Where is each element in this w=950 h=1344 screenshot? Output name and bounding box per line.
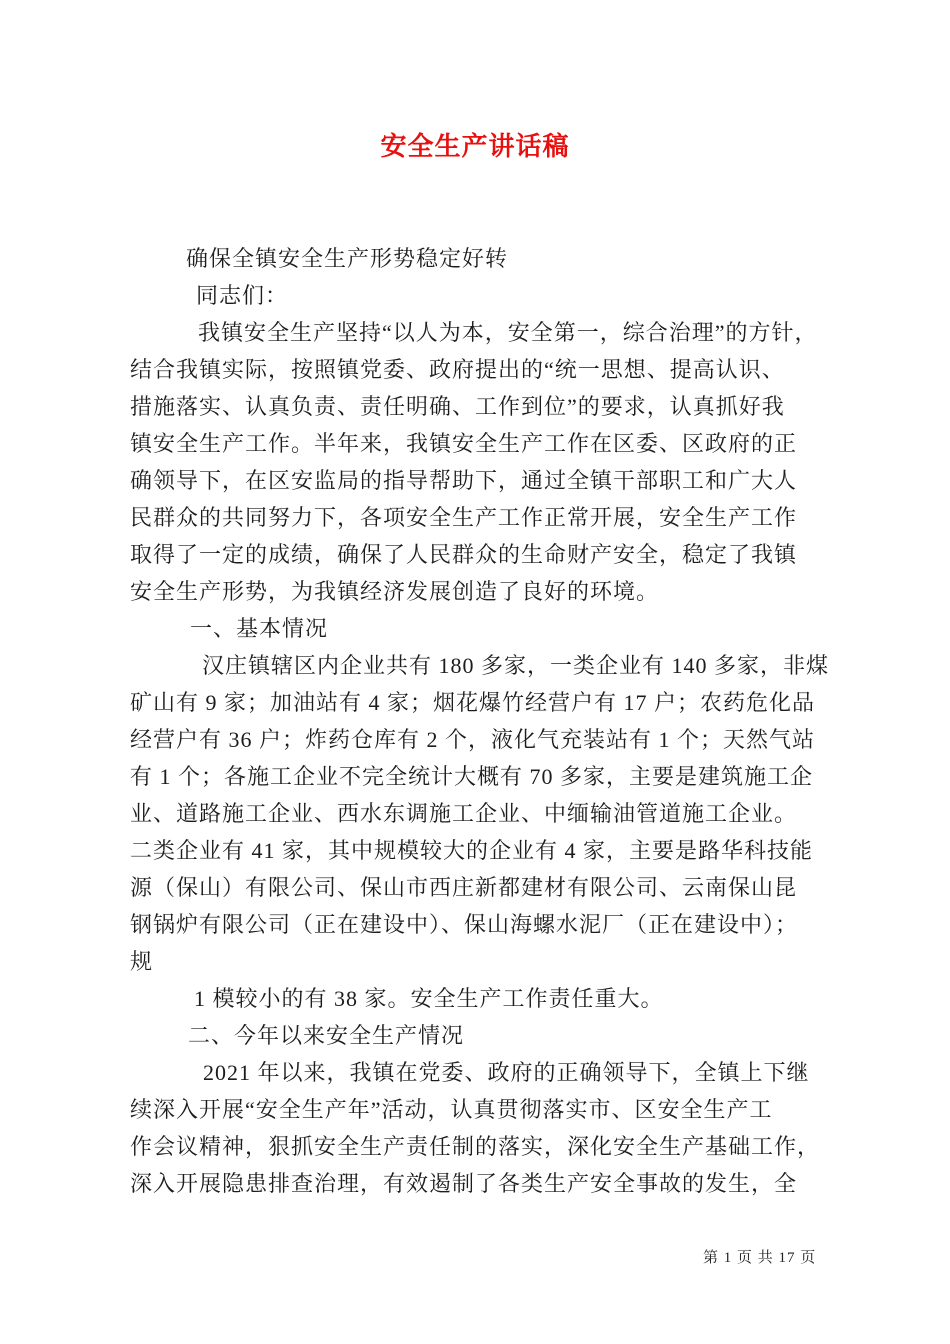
text-line: 我镇安全生产坚持“以人为本，安全第一，综合治理”的方针，: [198, 320, 818, 345]
text-line: 业、道路施工企业、西水东调施工企业、中缅输油管道施工企业。: [130, 801, 798, 826]
text-line: 源（保山）有限公司、保山市西庄新都建材有限公司、云南保山昆: [130, 875, 798, 900]
text-line: 镇安全生产工作。半年来，我镇安全生产工作在区委、区政府的正: [130, 431, 798, 456]
text-line: 有 1 个；各施工企业不完全统计大概有 70 多家，主要是建筑施工企: [130, 764, 814, 789]
text-line: 结合我镇实际，按照镇党委、政府提出的“统一思想、提高认识、: [130, 357, 785, 382]
text-line: 二类企业有 41 家，其中规模较大的企业有 4 家，主要是路华科技能: [130, 838, 814, 863]
text-line: 取得了一定的成绩，确保了人民群众的生命财产安全，稳定了我镇: [130, 542, 798, 567]
text-line: 二、今年以来安全生产情况: [188, 1023, 465, 1048]
text-line: 钢锅炉有限公司（正在建设中）、保山海螺水泥厂（正在建设中）；: [130, 912, 799, 937]
text-line: 续深入开展“安全生产年”活动，认真贯彻落实市、区安全生产工: [130, 1097, 773, 1122]
text-line: 矿山有 9 家；加油站有 4 家；烟花爆竹经营户有 17 户；农药危化品: [130, 690, 816, 715]
document-body: [130, 240, 830, 1202]
text-line: 同志们：: [196, 283, 289, 308]
text-line: 安全生产形势，为我镇经济发展创造了良好的环境。: [130, 579, 660, 604]
text-line: 一、基本情况: [190, 616, 329, 641]
text-line: 经营户有 36 户；炸药仓库有 2 个，液化气充装站有 1 个；天然气站: [130, 727, 816, 752]
text-line: 深入开展隐患排查治理，有效遏制了各类生产安全事故的发生，全: [130, 1171, 798, 1196]
text-line: 措施落实、认真负责、责任明确、工作到位”的要求，认真抓好我: [130, 394, 785, 419]
text-line: 2021 年以来，我镇在党委、政府的正确领导下，全镇上下继: [203, 1060, 810, 1085]
text-line: 确领导下，在区安监局的指导帮助下，通过全镇干部职工和广大人: [130, 468, 798, 493]
text-line: 确保全镇安全生产形势稳定好转: [186, 246, 509, 271]
page-number-footer: 第 1 页 共 17 页: [703, 1250, 817, 1266]
text-line: 汉庄镇辖区内企业共有 180 多家，一类企业有 140 多家，非煤: [202, 653, 830, 678]
text-line: 作会议精神，狠抓安全生产责任制的落实，深化安全生产基础工作，: [130, 1134, 821, 1159]
text-line: 民群众的共同努力下，各项安全生产工作正常开展，安全生产工作: [130, 505, 798, 530]
document-title: 安全生产讲话稿: [380, 132, 570, 161]
text-line: 规: [130, 949, 154, 974]
text-line: 1 模较小的有 38 家。安全生产工作责任重大。: [194, 986, 664, 1011]
